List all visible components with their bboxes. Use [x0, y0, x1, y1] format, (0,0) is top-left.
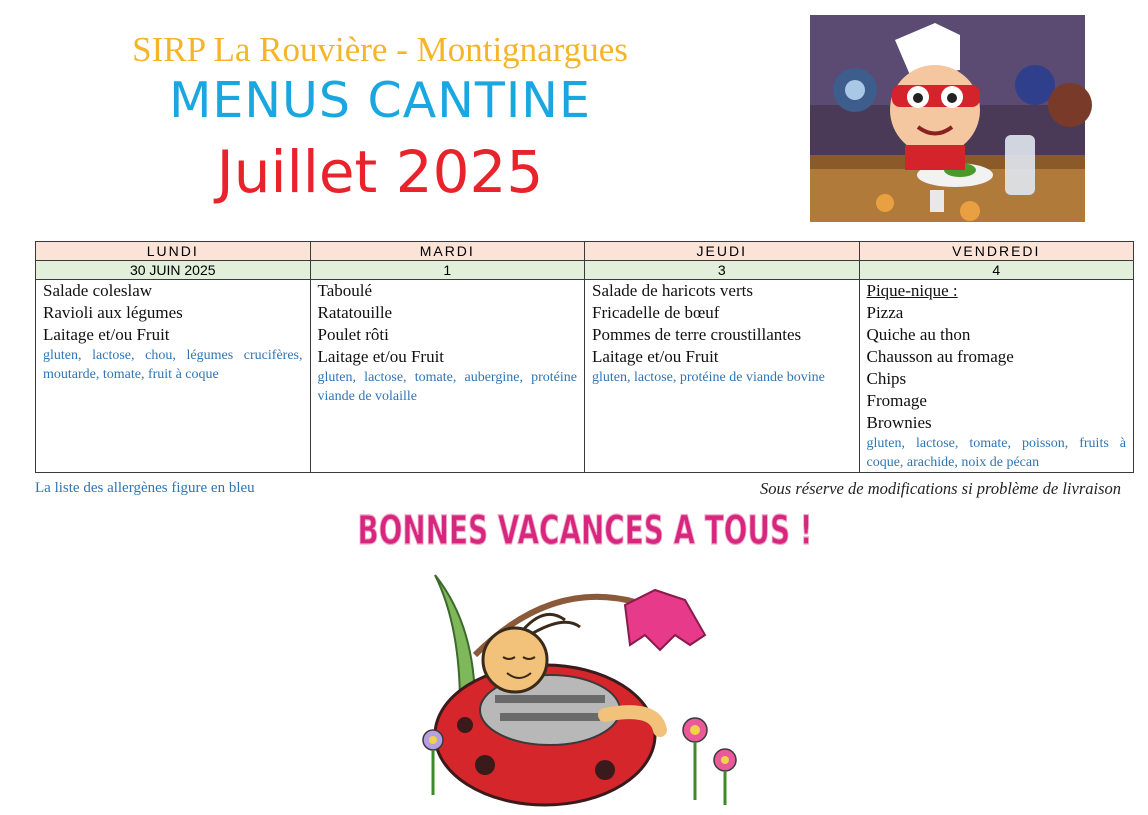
day-header-friday: VENDREDI — [859, 242, 1134, 261]
page-title: MENUS CANTINE — [169, 72, 591, 129]
allergen-list: gluten, lactose, chou, légumes crucifères, moutarde, tomate, fruit à coque — [43, 348, 303, 382]
allergen-list: gluten, lactose, tomate, poisson, fruits à coque, arachide, noix de pécan — [866, 436, 1126, 470]
dish-item: Brownies — [866, 413, 932, 432]
allergen-list: gluten, lactose, tomate, aubergine, protéine viande de volaille — [317, 370, 577, 404]
vacances-banner — [350, 500, 820, 555]
allergen-note: La liste des allergènes figure en bleu — [35, 480, 255, 496]
dish-item: Laitage et/ou Fruit — [317, 347, 445, 366]
dish-item: Salade coleslaw — [43, 281, 153, 300]
dish-item: Fricadelle de bœuf — [592, 303, 720, 322]
dish-item: Laitage et/ou Fruit — [592, 347, 719, 366]
dish-item: Taboulé — [317, 281, 373, 300]
dish-item: Pizza — [866, 303, 904, 322]
date-friday: 4 — [859, 261, 1134, 280]
dish-item: Poulet rôti — [317, 325, 389, 344]
menu-cell-friday — [859, 280, 1134, 473]
month-title: Juillet 2025 — [216, 138, 544, 206]
day-header-monday: LUNDI — [36, 242, 311, 261]
dish-item: Chausson au fromage — [866, 347, 1014, 366]
dish-item: Fromage — [866, 391, 927, 410]
menu-cell-thursday — [585, 280, 860, 473]
date-monday: 30 JUIN 2025 — [36, 261, 311, 280]
dish-item: Ratatouille — [317, 303, 393, 322]
date-tuesday: 1 — [310, 261, 585, 280]
chef-kid-illustration — [810, 15, 1085, 222]
dish-item: Quiche au thon — [866, 325, 971, 344]
allergen-list: gluten, lactose, protéine de viande bovine — [592, 370, 825, 385]
date-thursday: 3 — [585, 261, 860, 280]
menu-cell-monday — [36, 280, 311, 473]
organization-title: SIRP La Rouvière - Montignargues — [132, 30, 628, 69]
vacances-banner-text: BONNES VACANCES A TOUS ! — [357, 508, 813, 554]
day-header-tuesday: MARDI — [310, 242, 585, 261]
dish-item: Ravioli aux légumes — [43, 303, 183, 322]
menu-cell-tuesday — [310, 280, 585, 473]
delivery-disclaimer: Sous réserve de modifications si problème de livraison — [760, 479, 1121, 498]
dish-item: Chips — [866, 369, 907, 388]
day-header-thursday: JEUDI — [585, 242, 860, 261]
ladybug-illustration — [405, 565, 750, 810]
menu-table — [35, 241, 1134, 473]
picnic-heading: Pique-nique : — [866, 281, 958, 300]
dish-item: Laitage et/ou Fruit — [43, 325, 170, 344]
dish-item: Salade de haricots verts — [592, 281, 753, 300]
dish-item: Pommes de terre croustillantes — [592, 325, 802, 344]
